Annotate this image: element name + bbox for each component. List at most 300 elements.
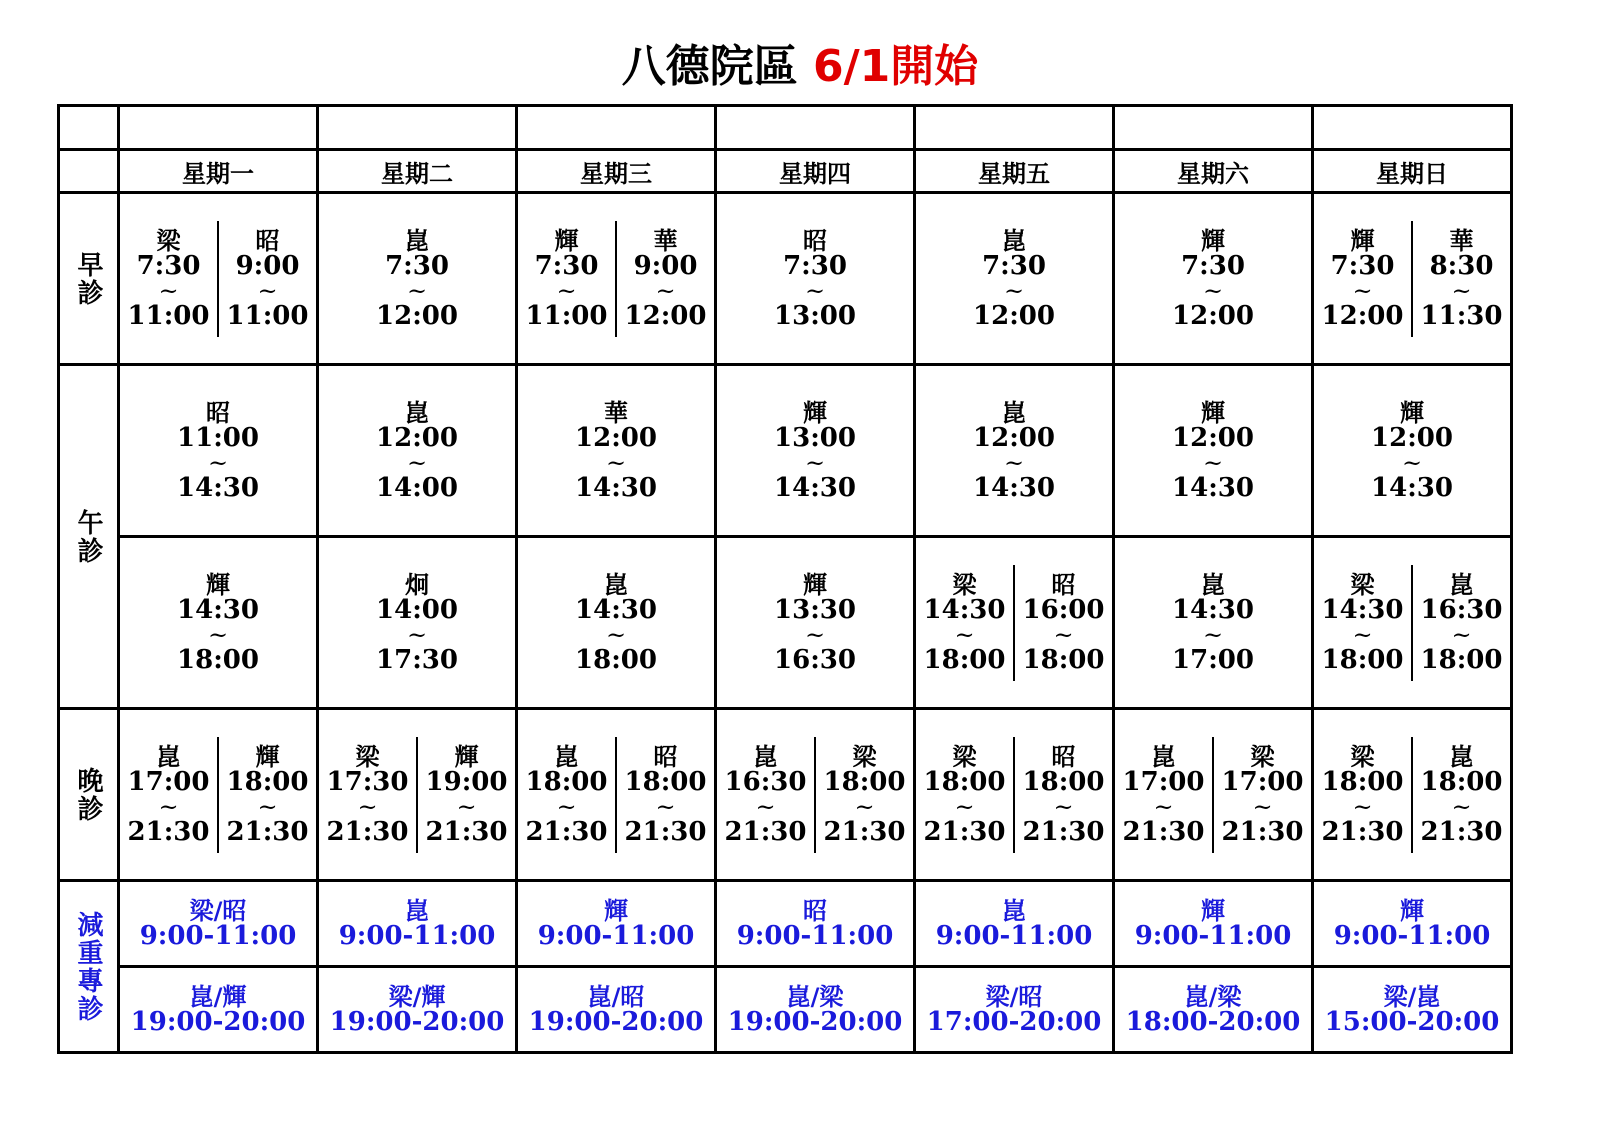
end-time: 21:30 (525, 816, 608, 847)
weight-clinic-2-cell-day-4 (716, 967, 915, 1053)
blank-corner-cell (59, 106, 119, 150)
afternoon-row-2 (59, 537, 1512, 709)
tilde-separator: ~ (804, 620, 826, 649)
shift-slot (916, 737, 1013, 853)
time-range: 19:00-20:00 (329, 1006, 505, 1037)
start-time: 16:30 (724, 766, 807, 797)
end-time: 12:00 (1172, 300, 1254, 331)
shift-slot (518, 221, 615, 337)
shift-slot (916, 221, 1112, 337)
weight-clinic-slot (1115, 895, 1311, 953)
afternoon-1-cell-day-6 (1114, 365, 1313, 537)
doctor-name: 輝 (1400, 398, 1424, 427)
tilde-separator: ~ (655, 792, 676, 821)
end-time: 21:30 (823, 816, 906, 847)
end-time: 21:30 (127, 816, 210, 847)
clinic-schedule-table (57, 104, 1513, 1054)
tilde-separator: ~ (1401, 448, 1423, 477)
shift-slot (1115, 221, 1311, 337)
end-time: 21:30 (1221, 816, 1304, 847)
shift-slot (319, 737, 416, 853)
doctor-name: 梁/昭 (985, 982, 1043, 1011)
shift-slot (1411, 565, 1510, 681)
tilde-separator: ~ (655, 276, 676, 305)
end-time: 14:30 (575, 472, 657, 503)
start-time: 18:00 (1321, 766, 1404, 797)
afternoon-2-cell-day-2 (318, 537, 517, 709)
split-shift (319, 737, 515, 853)
start-time: 7:30 (534, 250, 599, 281)
day-header-row (59, 150, 1512, 193)
row-label-morning: 早診 (59, 193, 119, 365)
shift-slot (1013, 565, 1112, 681)
shift-slot (120, 393, 316, 509)
afternoon-1-cell-day-3 (517, 365, 716, 537)
start-time: 18:00 (823, 766, 906, 797)
doctor-name: 梁 (852, 742, 877, 771)
tilde-separator: ~ (804, 276, 826, 305)
shift-slot (1314, 393, 1510, 509)
shift-slot (717, 393, 913, 509)
doctor-name: 昭 (653, 742, 678, 771)
shift-slot (1314, 221, 1411, 337)
weight-clinic-slot (120, 895, 316, 953)
weight-clinic-2-cell-day-3 (517, 967, 716, 1053)
tilde-separator: ~ (1352, 792, 1373, 821)
tilde-separator: ~ (605, 448, 627, 477)
doctor-name: 昭 (803, 896, 827, 925)
shift-slot (916, 393, 1112, 509)
time-range: 9:00-11:00 (338, 920, 496, 951)
weight-clinic-1-cell-day-6 (1114, 881, 1313, 967)
tilde-separator: ~ (1053, 620, 1074, 649)
end-time: 21:30 (1122, 816, 1205, 847)
end-time: 17:30 (376, 644, 458, 675)
tilde-separator: ~ (954, 792, 975, 821)
end-time: 12:00 (973, 300, 1055, 331)
shift-slot (416, 737, 515, 853)
end-time: 14:30 (973, 472, 1055, 503)
shift-slot (518, 737, 615, 853)
end-time: 18:00 (575, 644, 657, 675)
doctor-name: 崑 (554, 742, 579, 771)
doctor-name: 炯 (405, 570, 429, 599)
shift-slot (717, 221, 913, 337)
doctor-name: 崑 (405, 896, 429, 925)
doctor-name: 輝 (1201, 398, 1225, 427)
doctor-name: 梁/昭 (189, 896, 247, 925)
end-time: 17:00 (1172, 644, 1254, 675)
tilde-separator: ~ (556, 276, 577, 305)
evening-cell-day-4 (716, 709, 915, 881)
shift-slot (217, 221, 316, 337)
doctor-name: 崑/昭 (587, 982, 645, 1011)
start-time: 14:30 (1172, 594, 1254, 625)
start-time: 7:30 (1181, 250, 1245, 281)
split-shift (1314, 221, 1510, 337)
end-time: 21:30 (1022, 816, 1105, 847)
time-range: 9:00-11:00 (736, 920, 894, 951)
start-time: 17:00 (1221, 766, 1304, 797)
shift-slot (1411, 737, 1510, 853)
doctor-name: 梁 (1350, 570, 1375, 599)
start-time: 18:00 (923, 766, 1006, 797)
evening-cell-day-6 (1114, 709, 1313, 881)
doctor-name: 崑 (753, 742, 778, 771)
start-time: 7:30 (385, 250, 449, 281)
start-time: 16:00 (1022, 594, 1105, 625)
shift-slot (217, 737, 316, 853)
end-time: 11:00 (226, 300, 309, 331)
shift-slot (1314, 565, 1411, 681)
time-range: 9:00-11:00 (537, 920, 695, 951)
tilde-separator: ~ (1252, 792, 1273, 821)
doctor-name: 輝 (803, 398, 827, 427)
morning-cell-day-4 (716, 193, 915, 365)
morning-cell-day-5 (915, 193, 1114, 365)
start-time: 12:00 (575, 422, 657, 453)
end-time: 14:00 (376, 472, 458, 503)
shift-slot (717, 737, 814, 853)
weight-clinic-1-cell-day-3 (517, 881, 716, 967)
tilde-separator: ~ (1202, 620, 1224, 649)
end-time: 18:00 (923, 644, 1006, 675)
tilde-separator: ~ (1352, 620, 1373, 649)
weight-clinic-slot (916, 981, 1112, 1039)
title-main: 八德院區 (621, 41, 813, 92)
weight-clinic-slot (717, 981, 913, 1039)
weight-clinic-1-cell-day-1 (119, 881, 318, 967)
weight-clinic-slot (1314, 981, 1510, 1039)
tilde-separator: ~ (1352, 276, 1373, 305)
afternoon-2-cell-day-4 (716, 537, 915, 709)
afternoon-1-cell-day-7 (1313, 365, 1512, 537)
blank-cell (119, 106, 318, 150)
doctor-name: 昭 (255, 226, 280, 255)
shift-slot (518, 393, 714, 509)
end-time: 14:30 (774, 472, 856, 503)
split-shift (120, 737, 316, 853)
evening-cell-day-5 (915, 709, 1114, 881)
shift-slot (615, 221, 714, 337)
time-range: 9:00-11:00 (1134, 920, 1292, 951)
doctor-name: 梁/輝 (388, 982, 446, 1011)
split-shift (916, 737, 1112, 853)
afternoon-row-1 (59, 365, 1512, 537)
start-time: 14:30 (1321, 594, 1404, 625)
start-time: 12:00 (973, 422, 1055, 453)
time-range: 19:00-20:00 (727, 1006, 903, 1037)
doctor-name: 崑/梁 (786, 982, 844, 1011)
end-time: 18:00 (1022, 644, 1105, 675)
time-range: 18:00-20:00 (1125, 1006, 1301, 1037)
morning-cell-day-1 (119, 193, 318, 365)
tilde-separator: ~ (854, 792, 875, 821)
end-time: 18:00 (1420, 644, 1503, 675)
doctor-name: 梁 (952, 570, 977, 599)
weight-clinic-slot (518, 981, 714, 1039)
blank-cell (517, 106, 716, 150)
blank-cell (318, 106, 517, 150)
morning-cell-day-6 (1114, 193, 1313, 365)
start-time: 12:00 (1371, 422, 1453, 453)
doctor-name: 輝 (604, 896, 628, 925)
start-time: 14:30 (923, 594, 1006, 625)
doctor-name: 輝 (255, 742, 280, 771)
day-corner-cell (59, 150, 119, 193)
start-time: 13:00 (774, 422, 856, 453)
shift-slot (120, 565, 316, 681)
time-range: 9:00-11:00 (1333, 920, 1491, 951)
tilde-separator: ~ (207, 448, 229, 477)
end-time: 18:00 (1321, 644, 1404, 675)
start-time: 8:30 (1429, 250, 1494, 281)
weight-clinic-2-cell-day-7 (1313, 967, 1512, 1053)
shift-slot (814, 737, 913, 853)
row-label-evening: 晚診 (59, 709, 119, 881)
end-time: 21:30 (724, 816, 807, 847)
time-range: 9:00-11:00 (935, 920, 1093, 951)
tilde-separator: ~ (954, 620, 975, 649)
end-time: 16:30 (774, 644, 856, 675)
start-time: 7:30 (136, 250, 201, 281)
doctor-name: 崑 (1201, 570, 1225, 599)
start-time: 14:00 (376, 594, 458, 625)
tilde-separator: ~ (158, 792, 179, 821)
afternoon-1-cell-day-4 (716, 365, 915, 537)
start-time: 9:00 (633, 250, 698, 281)
weight-clinic-2-cell-day-1 (119, 967, 318, 1053)
blank-cell (1114, 106, 1313, 150)
shift-slot (615, 737, 714, 853)
doctor-name: 輝 (454, 742, 479, 771)
evening-cell-day-2 (318, 709, 517, 881)
end-time: 21:30 (1420, 816, 1503, 847)
end-time: 21:30 (1321, 816, 1404, 847)
tilde-separator: ~ (1003, 448, 1025, 477)
time-range: 9:00-11:00 (139, 920, 297, 951)
doctor-name: 梁 (1250, 742, 1275, 771)
tilde-separator: ~ (1451, 276, 1472, 305)
tilde-separator: ~ (1003, 276, 1025, 305)
tilde-separator: ~ (406, 276, 428, 305)
day-header-4: 星期四 (716, 150, 915, 193)
weight-clinic-slot (1314, 895, 1510, 953)
start-time: 16:30 (1420, 594, 1503, 625)
end-time: 12:00 (624, 300, 707, 331)
split-shift (1314, 565, 1510, 681)
tilde-separator: ~ (456, 792, 477, 821)
afternoon-2-cell-day-7 (1313, 537, 1512, 709)
weight-clinic-1-cell-day-7 (1313, 881, 1512, 967)
weight-clinic-slot (120, 981, 316, 1039)
end-time: 21:30 (226, 816, 309, 847)
weight-clinic-slot (319, 981, 515, 1039)
start-time: 11:00 (177, 422, 259, 453)
shift-slot (319, 221, 515, 337)
doctor-name: 崑 (1449, 742, 1474, 771)
weight-clinic-slot (717, 895, 913, 953)
start-time: 17:30 (326, 766, 409, 797)
start-time: 17:00 (127, 766, 210, 797)
shift-slot (120, 737, 217, 853)
weight-clinic-1-cell-day-5 (915, 881, 1114, 967)
evening-cell-day-1 (119, 709, 318, 881)
doctor-name: 崑 (1002, 226, 1026, 255)
doctor-name: 崑/輝 (189, 982, 247, 1011)
end-time: 11:00 (127, 300, 210, 331)
weight-clinic-slot (319, 895, 515, 953)
end-time: 12:00 (1321, 300, 1404, 331)
start-time: 7:30 (982, 250, 1046, 281)
split-shift (916, 565, 1112, 681)
weight-clinic-row-2 (59, 967, 1512, 1053)
day-header-3: 星期三 (517, 150, 716, 193)
shift-slot (1212, 737, 1311, 853)
shift-slot (518, 565, 714, 681)
tilde-separator: ~ (1202, 276, 1224, 305)
end-time: 21:30 (624, 816, 707, 847)
doctor-name: 梁/崑 (1383, 982, 1441, 1011)
morning-cell-day-3 (517, 193, 716, 365)
start-time: 18:00 (624, 766, 707, 797)
doctor-name: 昭 (206, 398, 230, 427)
day-header-7: 星期日 (1313, 150, 1512, 193)
tilde-separator: ~ (406, 448, 428, 477)
split-shift (120, 221, 316, 337)
weight-clinic-slot (916, 895, 1112, 953)
time-range: 17:00-20:00 (926, 1006, 1102, 1037)
split-shift (1115, 737, 1311, 853)
shift-slot (1013, 737, 1112, 853)
start-time: 14:30 (575, 594, 657, 625)
doctor-name: 華 (653, 226, 678, 255)
start-time: 18:00 (1420, 766, 1503, 797)
weight-clinic-slot (518, 895, 714, 953)
doctor-name: 崑 (405, 226, 429, 255)
afternoon-2-cell-day-5 (915, 537, 1114, 709)
tilde-separator: ~ (605, 620, 627, 649)
doctor-name: 崑/梁 (1184, 982, 1242, 1011)
tilde-separator: ~ (158, 276, 179, 305)
tilde-separator: ~ (1053, 792, 1074, 821)
split-shift (518, 221, 714, 337)
start-time: 18:00 (1022, 766, 1105, 797)
tilde-separator: ~ (357, 792, 378, 821)
end-time: 11:30 (1420, 300, 1503, 331)
start-time: 7:30 (783, 250, 847, 281)
doctor-name: 梁 (1350, 742, 1375, 771)
tilde-separator: ~ (1153, 792, 1174, 821)
end-time: 18:00 (177, 644, 259, 675)
doctor-name: 梁 (952, 742, 977, 771)
weight-clinic-1-cell-day-2 (318, 881, 517, 967)
morning-row (59, 193, 1512, 365)
evening-cell-day-3 (517, 709, 716, 881)
doctor-name: 華 (1449, 226, 1474, 255)
start-time: 18:00 (525, 766, 608, 797)
afternoon-1-cell-day-2 (318, 365, 517, 537)
start-time: 18:00 (226, 766, 309, 797)
end-time: 14:30 (1371, 472, 1453, 503)
end-time: 11:00 (525, 300, 608, 331)
afternoon-2-cell-day-1 (119, 537, 318, 709)
weight-clinic-2-cell-day-2 (318, 967, 517, 1053)
split-shift (518, 737, 714, 853)
start-time: 12:00 (1172, 422, 1254, 453)
start-time: 14:30 (177, 594, 259, 625)
weight-clinic-row-1 (59, 881, 1512, 967)
start-time: 13:30 (774, 594, 856, 625)
morning-cell-day-7 (1313, 193, 1512, 365)
doctor-name: 輝 (1201, 226, 1225, 255)
time-range: 19:00-20:00 (130, 1006, 306, 1037)
doctor-name: 梁 (156, 226, 181, 255)
shift-slot (1115, 393, 1311, 509)
shift-slot (717, 565, 913, 681)
shift-slot (916, 565, 1013, 681)
shift-slot (319, 393, 515, 509)
tilde-separator: ~ (257, 792, 278, 821)
page-title (0, 30, 1600, 94)
tilde-separator: ~ (1202, 448, 1224, 477)
row-label-afternoon: 午診 (59, 365, 119, 709)
split-shift (1314, 737, 1510, 853)
shift-slot (1115, 737, 1212, 853)
tilde-separator: ~ (556, 792, 577, 821)
weight-clinic-2-cell-day-5 (915, 967, 1114, 1053)
weight-clinic-slot (1115, 981, 1311, 1039)
start-time: 7:30 (1330, 250, 1395, 281)
tilde-separator: ~ (804, 448, 826, 477)
end-time: 21:30 (923, 816, 1006, 847)
evening-row (59, 709, 1512, 881)
split-shift (717, 737, 913, 853)
evening-cell-day-7 (1313, 709, 1512, 881)
weight-clinic-1-cell-day-4 (716, 881, 915, 967)
doctor-name: 崑 (604, 570, 628, 599)
doctor-name: 崑 (1002, 398, 1026, 427)
start-time: 19:00 (425, 766, 508, 797)
blank-header-row (59, 106, 1512, 150)
afternoon-1-cell-day-1 (119, 365, 318, 537)
blank-cell (716, 106, 915, 150)
weight-clinic-2-cell-day-6 (1114, 967, 1313, 1053)
afternoon-2-cell-day-6 (1114, 537, 1313, 709)
time-range: 15:00-20:00 (1324, 1006, 1500, 1037)
start-time: 17:00 (1122, 766, 1205, 797)
doctor-name: 崑 (1151, 742, 1176, 771)
day-header-2: 星期二 (318, 150, 517, 193)
doctor-name: 崑 (156, 742, 181, 771)
doctor-name: 昭 (1051, 742, 1076, 771)
row-label-weight-clinic: 減重專診 (59, 881, 119, 1053)
doctor-name: 華 (604, 398, 628, 427)
doctor-name: 輝 (1400, 896, 1424, 925)
shift-slot (1115, 565, 1311, 681)
doctor-name: 梁 (355, 742, 380, 771)
doctor-name: 輝 (1201, 896, 1225, 925)
morning-cell-day-2 (318, 193, 517, 365)
end-time: 13:00 (774, 300, 856, 331)
doctor-name: 崑 (1449, 570, 1474, 599)
doctor-name: 輝 (803, 570, 827, 599)
end-time: 14:30 (177, 472, 259, 503)
time-range: 19:00-20:00 (528, 1006, 704, 1037)
tilde-separator: ~ (207, 620, 229, 649)
doctor-name: 昭 (1051, 570, 1076, 599)
doctor-name: 崑 (405, 398, 429, 427)
